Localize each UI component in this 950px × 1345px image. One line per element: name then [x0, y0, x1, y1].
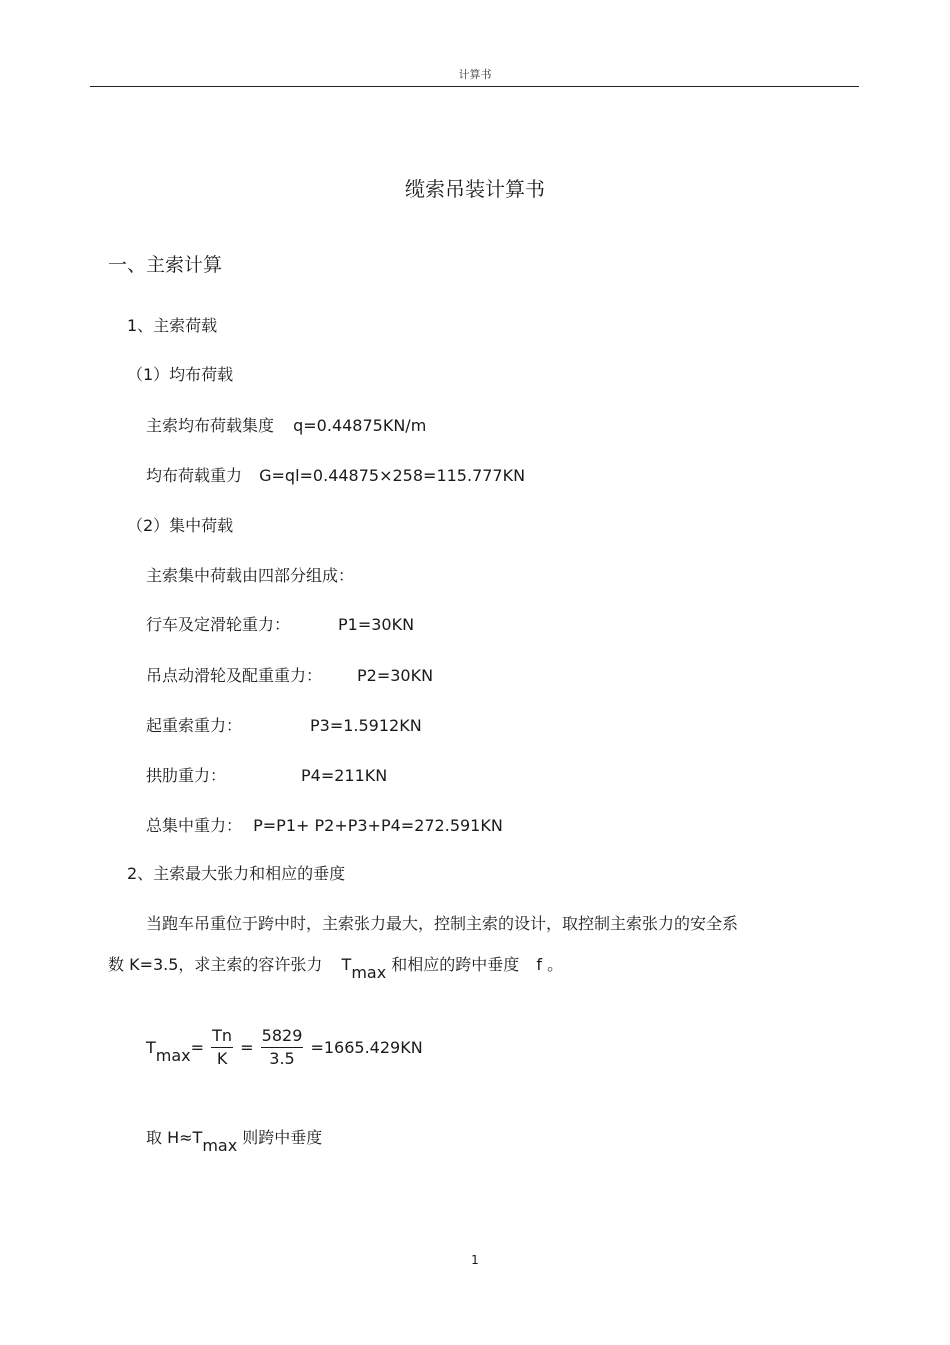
- concentrated-load-intro: 主索集中荷载由四部分组成：: [146, 566, 355, 585]
- uniform-load-intensity-value: q=0.44875KN/m: [293, 416, 427, 435]
- p4-value: P4=211KN: [301, 766, 388, 785]
- tension-formula: [146, 1027, 423, 1068]
- uniform-load-intensity-line: [146, 416, 426, 436]
- subsection-max-tension-sag: 2、主索最大张力和相应的垂度: [127, 864, 346, 883]
- fraction-2-numerator: 5829: [261, 1027, 304, 1048]
- p2-label: 吊点动滑轮及配重重力：: [146, 666, 323, 685]
- p1-value: P1=30KN: [338, 615, 415, 634]
- subsection-main-cable-load: 1、主索荷载: [127, 316, 218, 335]
- running-header: 计算书: [458, 68, 492, 81]
- fraction-tn-over-k: [211, 1027, 233, 1068]
- formula-t: T: [146, 1037, 156, 1057]
- page-number: 1: [471, 1253, 479, 1267]
- symbol-max-subscript: max: [351, 963, 387, 982]
- take-h-max-subscript: max: [202, 1136, 238, 1155]
- take-h-start: 取 H≈T: [146, 1128, 203, 1147]
- fraction-1-numerator: Tn: [211, 1027, 233, 1048]
- formula-equals-2: =: [240, 1037, 254, 1057]
- p3-line: [146, 716, 242, 736]
- formula-equals-1: =: [190, 1037, 205, 1057]
- header-rule: [90, 86, 859, 87]
- section-heading-main-cable: 一、主索计算: [108, 254, 223, 276]
- formula-max-subscript: max: [155, 1045, 191, 1065]
- paragraph-line-1: 当跑车吊重位于跨中时，主索张力最大，控制主索的设计，取控制主索张力的安全系: [146, 914, 739, 933]
- fraction-1-denominator: K: [216, 1049, 228, 1068]
- total-load-value: P=P1+ P2+P3+P4=272.591KN: [253, 816, 503, 835]
- total-load-line: [146, 816, 503, 836]
- p3-value: P3=1.5912KN: [310, 716, 422, 735]
- paragraph-line-2-end: 。: [547, 955, 564, 974]
- symbol-f: f: [536, 955, 543, 974]
- p1-label: 行车及定滑轮重力：: [146, 615, 291, 634]
- subsection-uniform-load: （1）均布荷载: [127, 365, 234, 384]
- p4-label: 拱肋重力：: [146, 766, 227, 785]
- paragraph-line-2: [108, 955, 564, 982]
- p4-line: [146, 766, 226, 786]
- p1-line: [146, 615, 290, 635]
- fraction-2-denominator: 3.5: [269, 1049, 295, 1068]
- paragraph-line-2-middle: 和相应的跨中垂度: [391, 955, 520, 974]
- paragraph-line-2-start: 数 K=3.5，求主索的容许张力: [108, 955, 323, 974]
- symbol-t: T: [341, 955, 352, 974]
- document-title: 缆索吊装计算书: [405, 177, 545, 201]
- p3-label: 起重索重力：: [146, 716, 243, 735]
- fraction-5829-over-3-5: [261, 1027, 304, 1068]
- p2-line: [146, 666, 322, 686]
- uniform-load-weight-value: G=ql=0.44875×258=115.777KN: [259, 466, 526, 485]
- total-load-label: 总集中重力：: [146, 816, 243, 835]
- take-h-end: 则跨中垂度: [242, 1128, 323, 1147]
- p2-value: P2=30KN: [357, 666, 434, 685]
- uniform-load-intensity-label: 主索均布荷载集度: [146, 416, 275, 435]
- subsection-concentrated-load: （2）集中荷载: [127, 516, 234, 535]
- formula-result: =1665.429KN: [310, 1037, 423, 1057]
- uniform-load-weight-label: 均布荷载重力: [146, 466, 243, 485]
- take-h-line: [146, 1128, 323, 1155]
- uniform-load-weight-line: [146, 466, 525, 486]
